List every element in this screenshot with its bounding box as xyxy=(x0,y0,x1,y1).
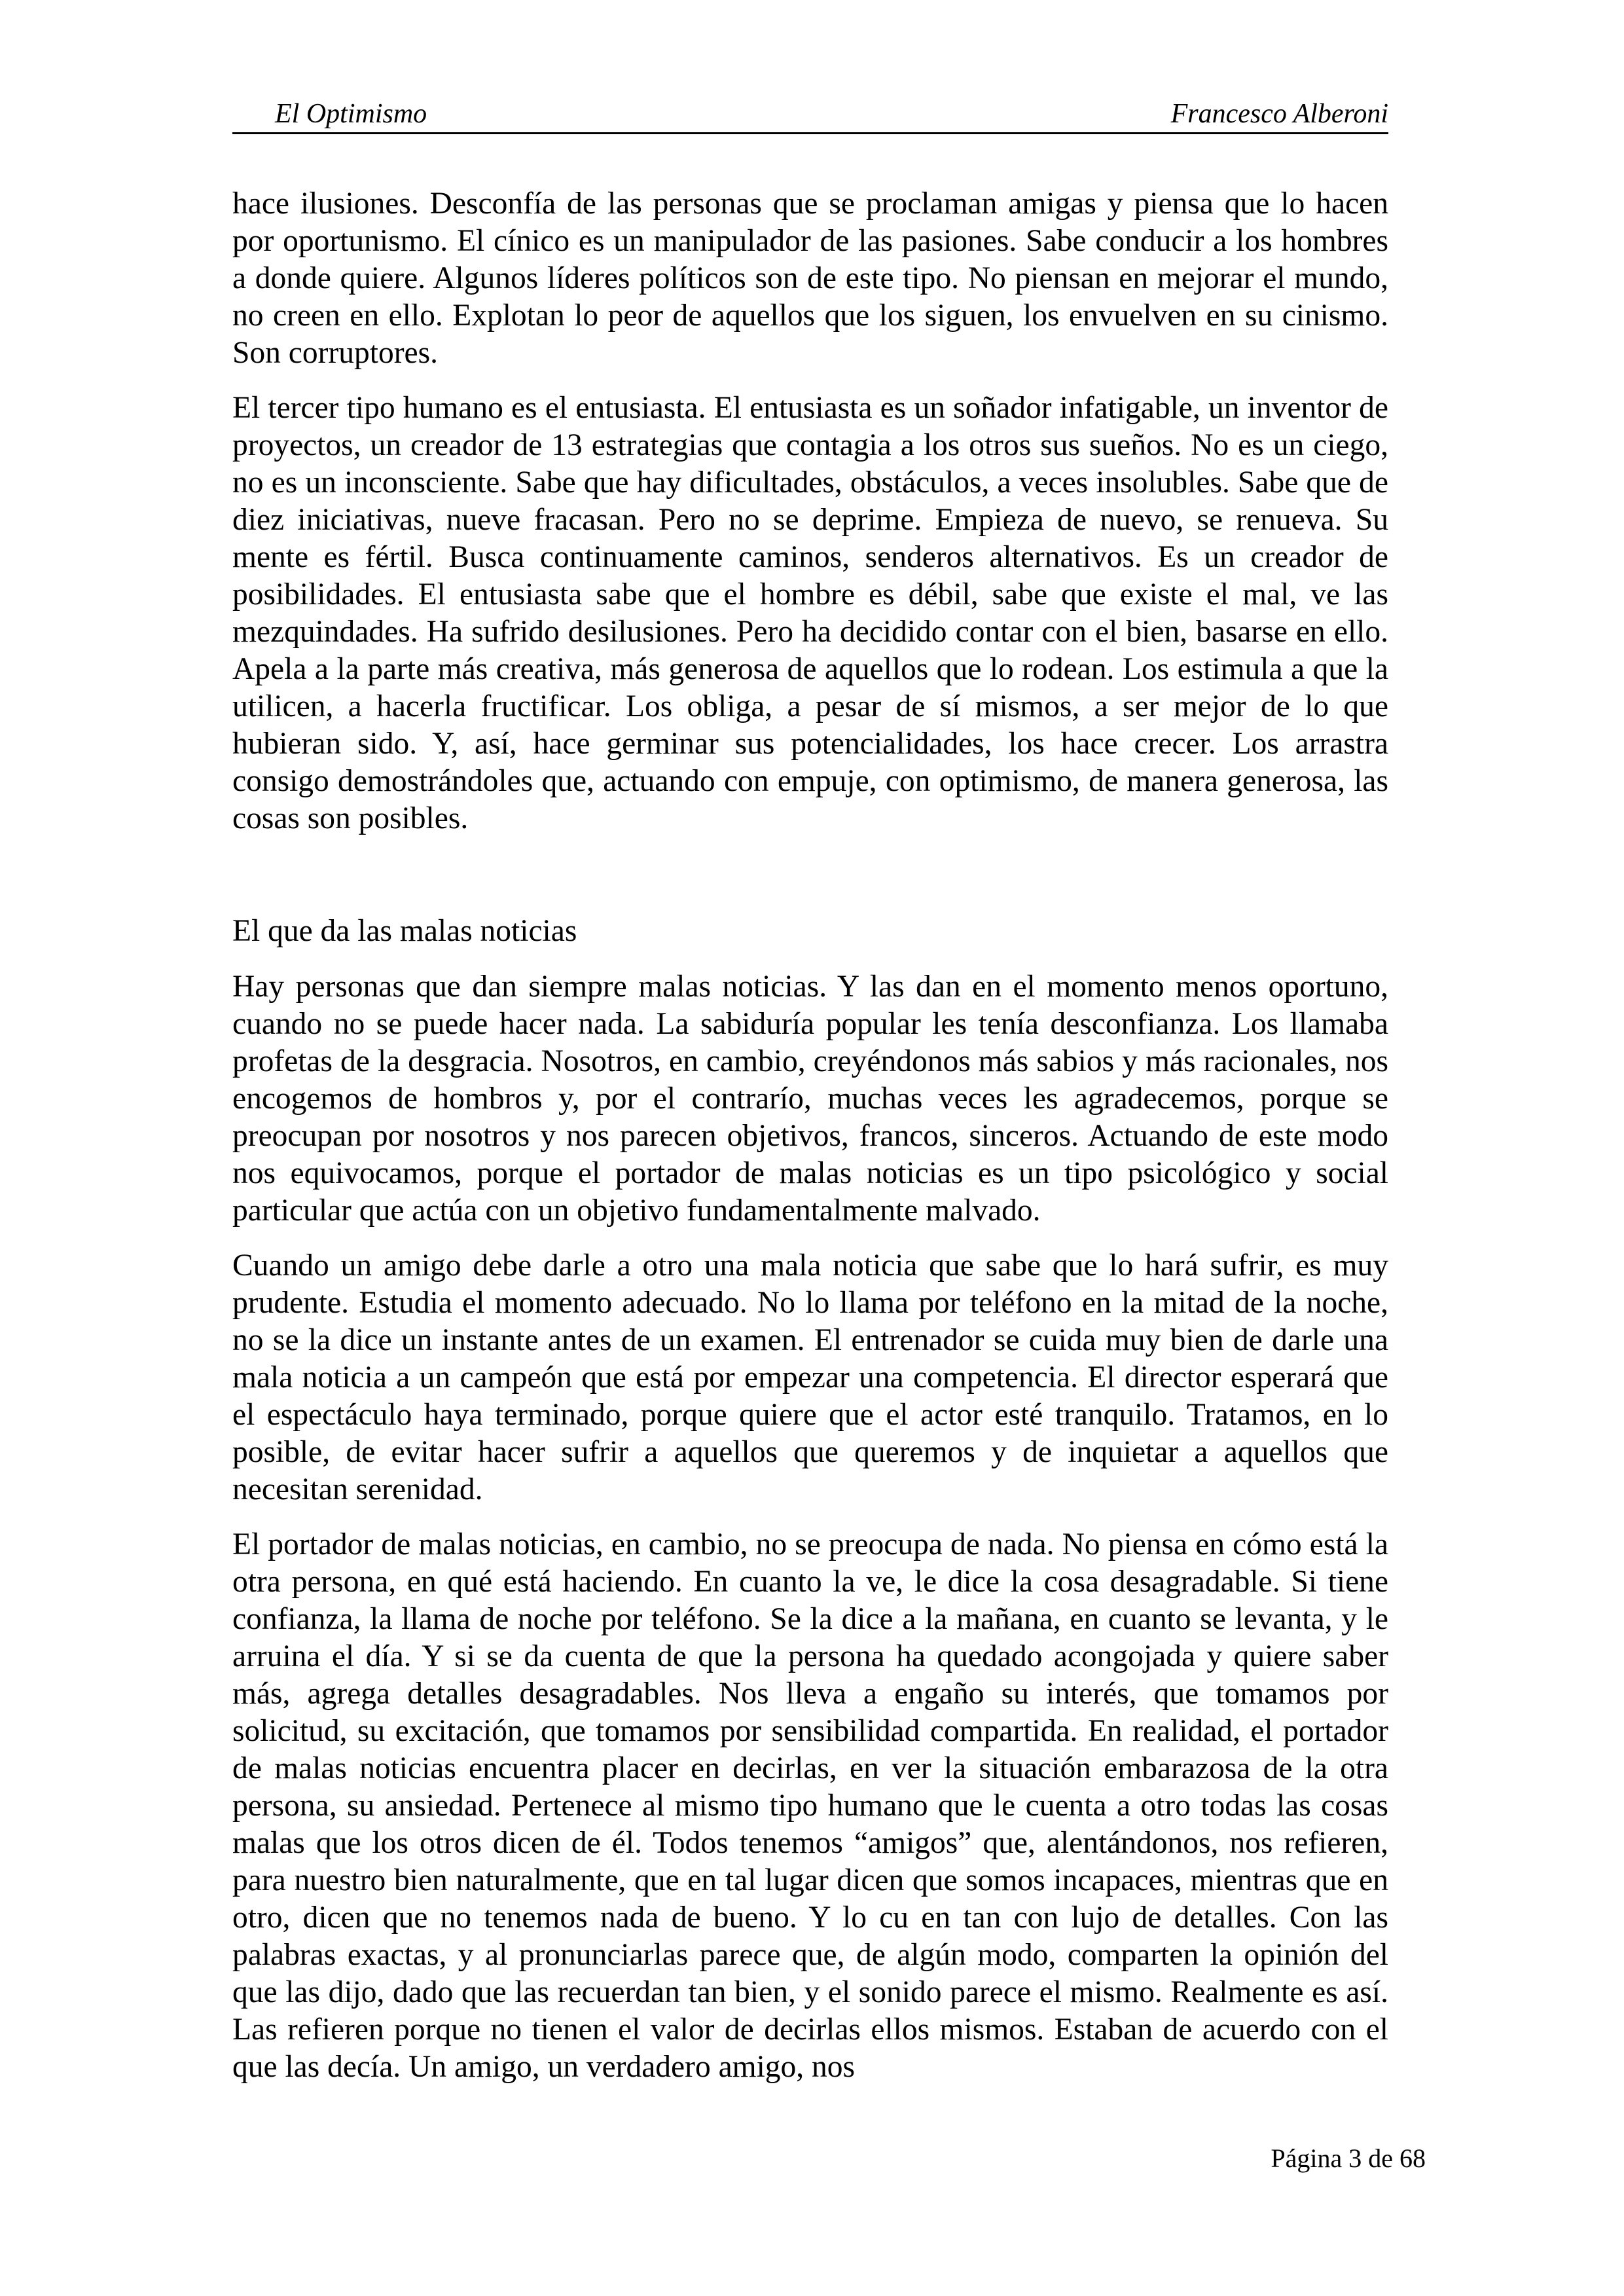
paragraph-1: hace ilusiones. Desconfía de las personas que se proclaman amigas y piensa que lo hacen por oportunismo. El cínico es un manipulador de las pasiones. Sabe conducir a los hombres a donde quiere. Algunos líderes políticos son de este tipo. No piensan en mejorar el mundo, no creen en ello. Explotan lo peor de aquellos que los siguen, los envuelven en su cinismo. Son corruptores. xyxy=(232,187,1388,370)
paragraph-2: El tercer tipo humano es el entusiasta. El entusiasta es un soñador infatigable, un inventor de proyectos, un creador de 13 estrategias que contagia a los otros sus sueños. No es un ciego, no es un inconsciente. Sabe que hay dificultades, obstáculos, a veces insolubles. Sabe que de diez iniciativas, nueve fracasan. Pero no se deprime. Empieza de nuevo, se renueva. Su mente es fértil. Busca continuamente caminos, senderos alternativos. Es un creador de posibilidades. El entusiasta sabe que el hombre es débil, sabe que existe el mal, ve las mezquindades. Ha sufrido desilusiones. Pero ha decidido contar con el bien, basarse en ello. Apela a la parte más creativa, más generosa de aquellos que lo rodean. Los estimula a que la utilicen, a hacerla fructificar. Los obliga, a pesar de sí mismos, a ser mejor de lo que hubieran sido. Y, así, hace germinar sus potencialidades, los hace crecer. Los arrastra consigo demostrándoles que, actuando con empuje, con optimismo, de manera generosa, las cosas son posibles. xyxy=(232,391,1388,835)
page-number: Página 3 de 68 xyxy=(1271,2143,1426,2173)
document-title: El Optimismo xyxy=(275,99,427,129)
section-heading: El que da las malas noticias xyxy=(232,914,577,948)
document-body xyxy=(232,185,1388,2086)
section-paragraph-1: Hay personas que dan siempre malas noticias. Y las dan en el momento menos oportuno, cuando no se puede hacer nada. La sabiduría popular les tenía desconfianza. Los llamaba profetas de la desgracia. Nosotros, en cambio, creyéndonos más sabios y más racionales, nos encogemos de hombros y, por el contrarío, muchas veces les agradecemos, porque se preocupan por nosotros y nos parecen objetivos, francos, sinceros. Actuando de este modo nos equivocamos, porque el portador de malas noticias es un tipo psicológico y social particular que actúa con un objetivo fundamentalmente malvado. xyxy=(232,970,1388,1228)
section-paragraph-3: El portador de malas noticias, en cambio, no se preocupa de nada. No piensa en cómo está la otra persona, en qué está haciendo. En cuanto la ve, le dice la cosa desagradable. Si tiene confianza, la llama de noche por teléfono. Se la dice a la mañana, en cuanto se levanta, y le arruina el día. Y si se da cuenta de que la persona ha quedado acongojada y quiere saber más, agrega detalles desagradables. Nos lleva a engaño su interés, que tomamos por solicitud, su excitación, que tomamos por sensibilidad compartida. En realidad, el portador de malas noticias encuentra placer en decirlas, en ver la situación embarazosa de la otra persona, su ansiedad. Pertenece al mismo tipo humano que le cuenta a otro todas las cosas malas que los otros dicen de él. Todos tenemos “amigos” que, alentándonos, nos refieren, para nuestro bien naturalmente, que en tal lugar dicen que somos incapaces, mientras que en otro, dicen que no tenemos nada de bueno. Y lo cu en tan con lujo de detalles. Con las palabras exactas, y al pronunciarlas parece que, de algún modo, comparten la opinión del que las dijo, dado que las recuerdan tan bien, y el sonido parece el mismo. Realmente es así. Las refieren porque no tienen el valor de decirlas ellos mismos. Estaban de acuerdo con el que las decía. Un amigo, un verdadero amigo, nos xyxy=(232,1527,1388,2084)
section-paragraph-2: Cuando un amigo debe darle a otro una mala noticia que sabe que lo hará sufrir, es muy prudente. Estudia el momento adecuado. No lo llama por teléfono en la mitad de la noche, no se la dice un instante antes de un examen. El entrenador se cuida muy bien de darle una mala noticia a un campeón que está por empezar una competencia. El director esperará que el espectáculo haya terminado, porque quiere que el actor esté tranquilo. Tratamos, en lo posible, de evitar hacer sufrir a aquellos que queremos y de inquietar a aquellos que necesitan serenidad. xyxy=(232,1248,1388,1506)
page-header xyxy=(232,96,1388,134)
document-author: Francesco Alberoni xyxy=(1170,99,1388,129)
